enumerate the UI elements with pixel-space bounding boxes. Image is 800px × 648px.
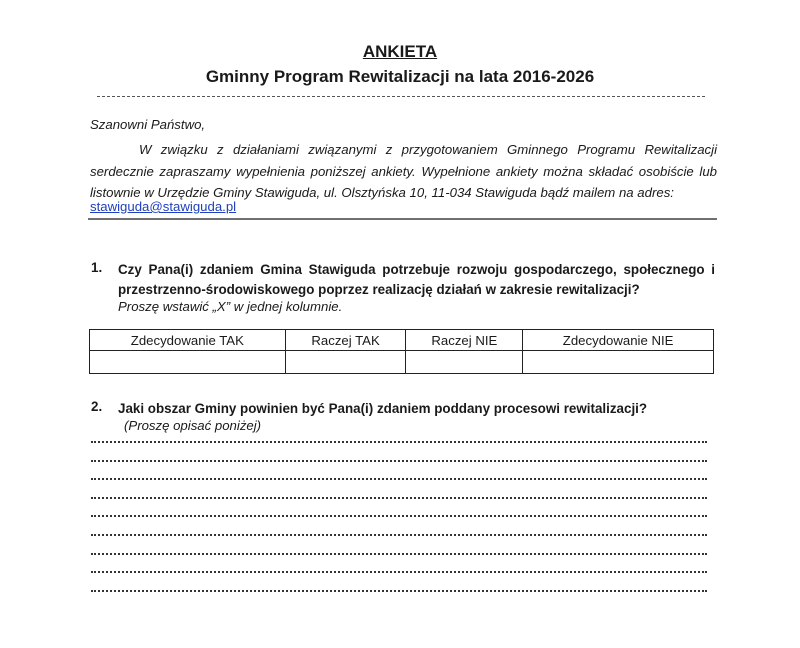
answer-line[interactable]	[91, 478, 707, 480]
solid-divider	[88, 218, 717, 220]
document-title: ANKIETA	[362, 42, 438, 61]
answer-table	[89, 329, 714, 374]
intro-paragraph: W związku z działaniami związanymi z przygotowaniem Gminnego Programu Rewitalizacji serdecznie zapraszamy wypełnienia poniższej ankiety. Wypełnione ankiety można składać osobiście lub listownie w Urzędzie Gminy Stawiguda, ul. Olsztyńska 10, 11-034 Stawiguda bądź mailem na adres:	[90, 142, 717, 200]
option-header: Raczej TAK	[285, 330, 406, 351]
answer-line[interactable]	[91, 534, 707, 536]
answer-cell[interactable]	[285, 351, 406, 374]
greeting: Szanowni Państwo,	[90, 117, 206, 132]
question-2-number: 2.	[91, 399, 103, 414]
answer-table-header	[90, 330, 714, 351]
answer-line[interactable]	[91, 590, 707, 592]
email-link[interactable]: stawiguda@stawiguda.pl	[90, 199, 237, 214]
answer-cell[interactable]	[90, 351, 286, 374]
answer-table-row	[90, 351, 714, 374]
question-1-hint: Proszę wstawić „X” w jednej kolumnie.	[118, 299, 343, 314]
dashed-divider	[97, 96, 705, 97]
answer-cell[interactable]	[406, 351, 523, 374]
option-header: Zdecydowanie TAK	[90, 330, 286, 351]
document-subtitle: Gminny Program Rewitalizacji na lata 2016-2026	[205, 67, 595, 86]
question-2-hint: (Proszę opisać poniżej)	[124, 418, 262, 433]
answer-line[interactable]	[91, 553, 707, 555]
question-1-text: Czy Pana(i) zdaniem Gmina Stawiguda potrzebuje rozwoju gospodarczego, społecznego i przestrzenno-środowiskowego poprzez realizację działań w zakresie rewitalizacji?	[118, 262, 715, 297]
question-1-number: 1.	[91, 260, 103, 275]
option-header: Raczej NIE	[406, 330, 523, 351]
answer-cell[interactable]	[523, 351, 714, 374]
answer-line[interactable]	[91, 515, 707, 517]
answer-line[interactable]	[91, 441, 707, 443]
answer-line[interactable]	[91, 571, 707, 573]
option-header: Zdecydowanie NIE	[523, 330, 714, 351]
answer-line[interactable]	[91, 460, 707, 462]
question-2-text: Jaki obszar Gminy powinien być Pana(i) zdaniem poddany procesowi rewitalizacji?	[118, 401, 648, 416]
answer-line[interactable]	[91, 497, 707, 499]
